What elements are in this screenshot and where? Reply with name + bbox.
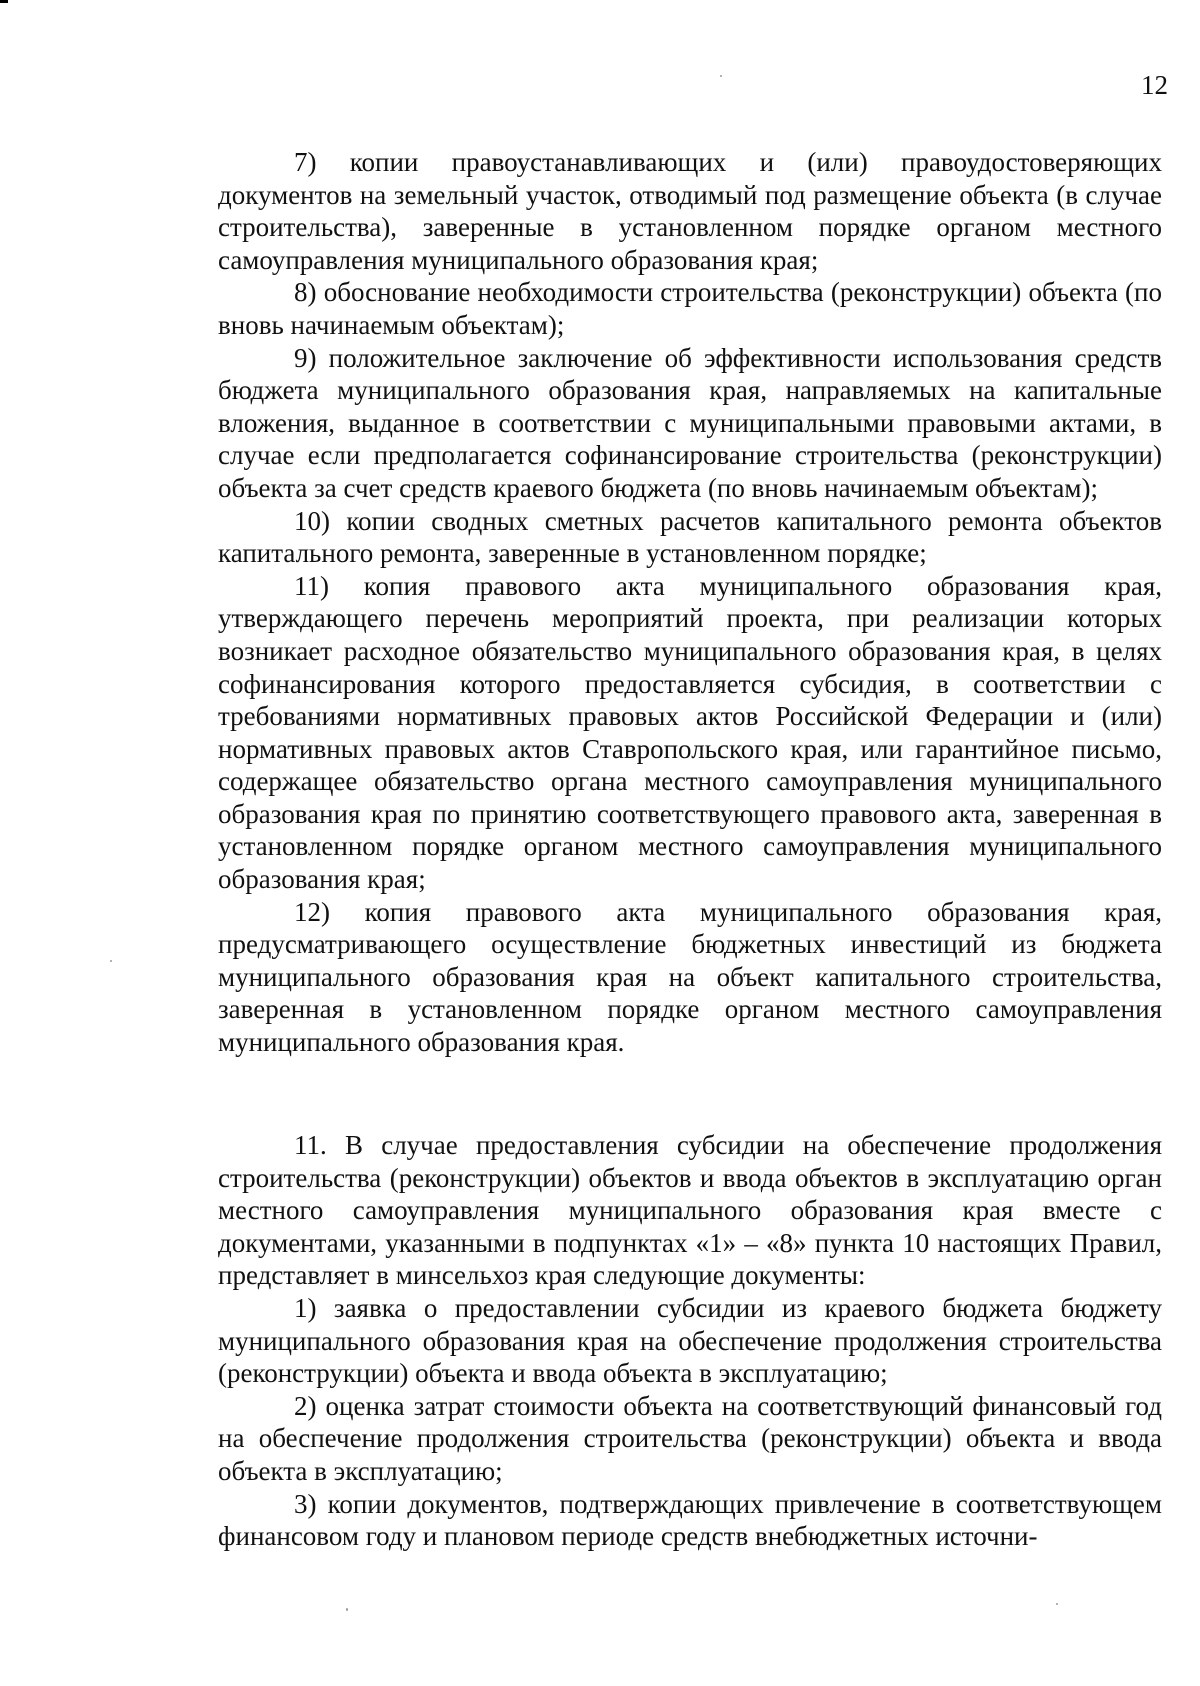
scan-speck (720, 75, 722, 77)
paragraph-item-9: 9) положительное заключение об эффективности использования средств бюджета муниципального образования края, направляемых на капитальные вложения, выданное в соответствии с муниципальными правовыми актами, в случае если предполагается софинансирование строительства (реконструкции) объекта за счет средств краевого бюджета (по вновь начинаемым объектам); (218, 342, 1162, 503)
paragraph-item-12: 12) копия правового акта муниципального образования края, предусматривающего осуществление бюджетных инвестиций из бюджета муниципального образования края на объект капитального строительства, заверенная в установленном порядке органом местного самоуправления муниципального образования края. (218, 896, 1162, 1058)
paragraph-subitem-3: 3) копии документов, подтверждающих привлечение в соответствующем финансовом году и плановом периоде средств внебюджетных источни- (218, 1488, 1162, 1552)
paragraph-subitem-1: 1) заявка о предоставлении субсидии из краевого бюджета бюджету муниципального образования края на обеспечение продолжения строительства (реконструкции) объекта и ввода объекта в эксплуатацию; (218, 1292, 1162, 1389)
paragraph-item-10: 10) копии сводных сметных расчетов капитального ремонта объектов капитального ремонта, заверенные в установленном порядке; (218, 505, 1162, 569)
paragraph-subitem-2: 2) оценка затрат стоимости объекта на соответствующий финансовый год на обеспечение продолжения строительства (реконструкции) объекта и ввода объекта в эксплуатацию; (218, 1390, 1162, 1486)
page-number: 12 (1141, 70, 1168, 100)
scan-speck (1056, 1603, 1058, 1605)
document-body-section-11 (218, 1129, 1162, 1553)
paragraph-section-11-intro: 11. В случае предоставления субсидии на обеспечение продолжения строительства (реконструкции) объектов и ввода объектов в эксплуатацию орган местного самоуправления муниципального образования края вместе с документами, указанными в подпунктах «1» – «8» пункта 10 настоящих Правил, представляет в минсельхоз края следующие документы: (218, 1130, 1162, 1291)
scan-speck (110, 960, 112, 962)
paragraph-item-11: 11) копия правового акта муниципального образования края, утверждающего перечень мероприятий проекта, при реализации которых возникает расходное обязательство муниципального образования края, в целях софинансирования которого предоставляется субсидия, в соответствии с требованиями нормативных правовых актов Российской Федерации и (или) нормативных правовых актов Ставропольского края, или гарантийное письмо, содержащее обязательство органа местного самоуправления муниципального образования края по принятию соответствующего правового акта, заверенная в установленном порядке органом местного самоуправления муниципального образования края; (218, 570, 1162, 895)
paragraph-item-7: 7) копии правоустанавливающих и (или) правоудостоверяющих документов на земельный участок, отводимый под размещение объекта (в случае строительства), заверенные в установленном порядке органом местного самоуправления муниципального образования края; (218, 147, 1162, 275)
document-body-section-10 (218, 146, 1162, 1059)
scan-corner-mark (0, 0, 8, 3)
scan-speck (346, 1608, 348, 1611)
paragraph-item-8: 8) обоснование необходимости строительства (реконструкции) объекта (по вновь начинаемым объектам); (218, 277, 1162, 340)
